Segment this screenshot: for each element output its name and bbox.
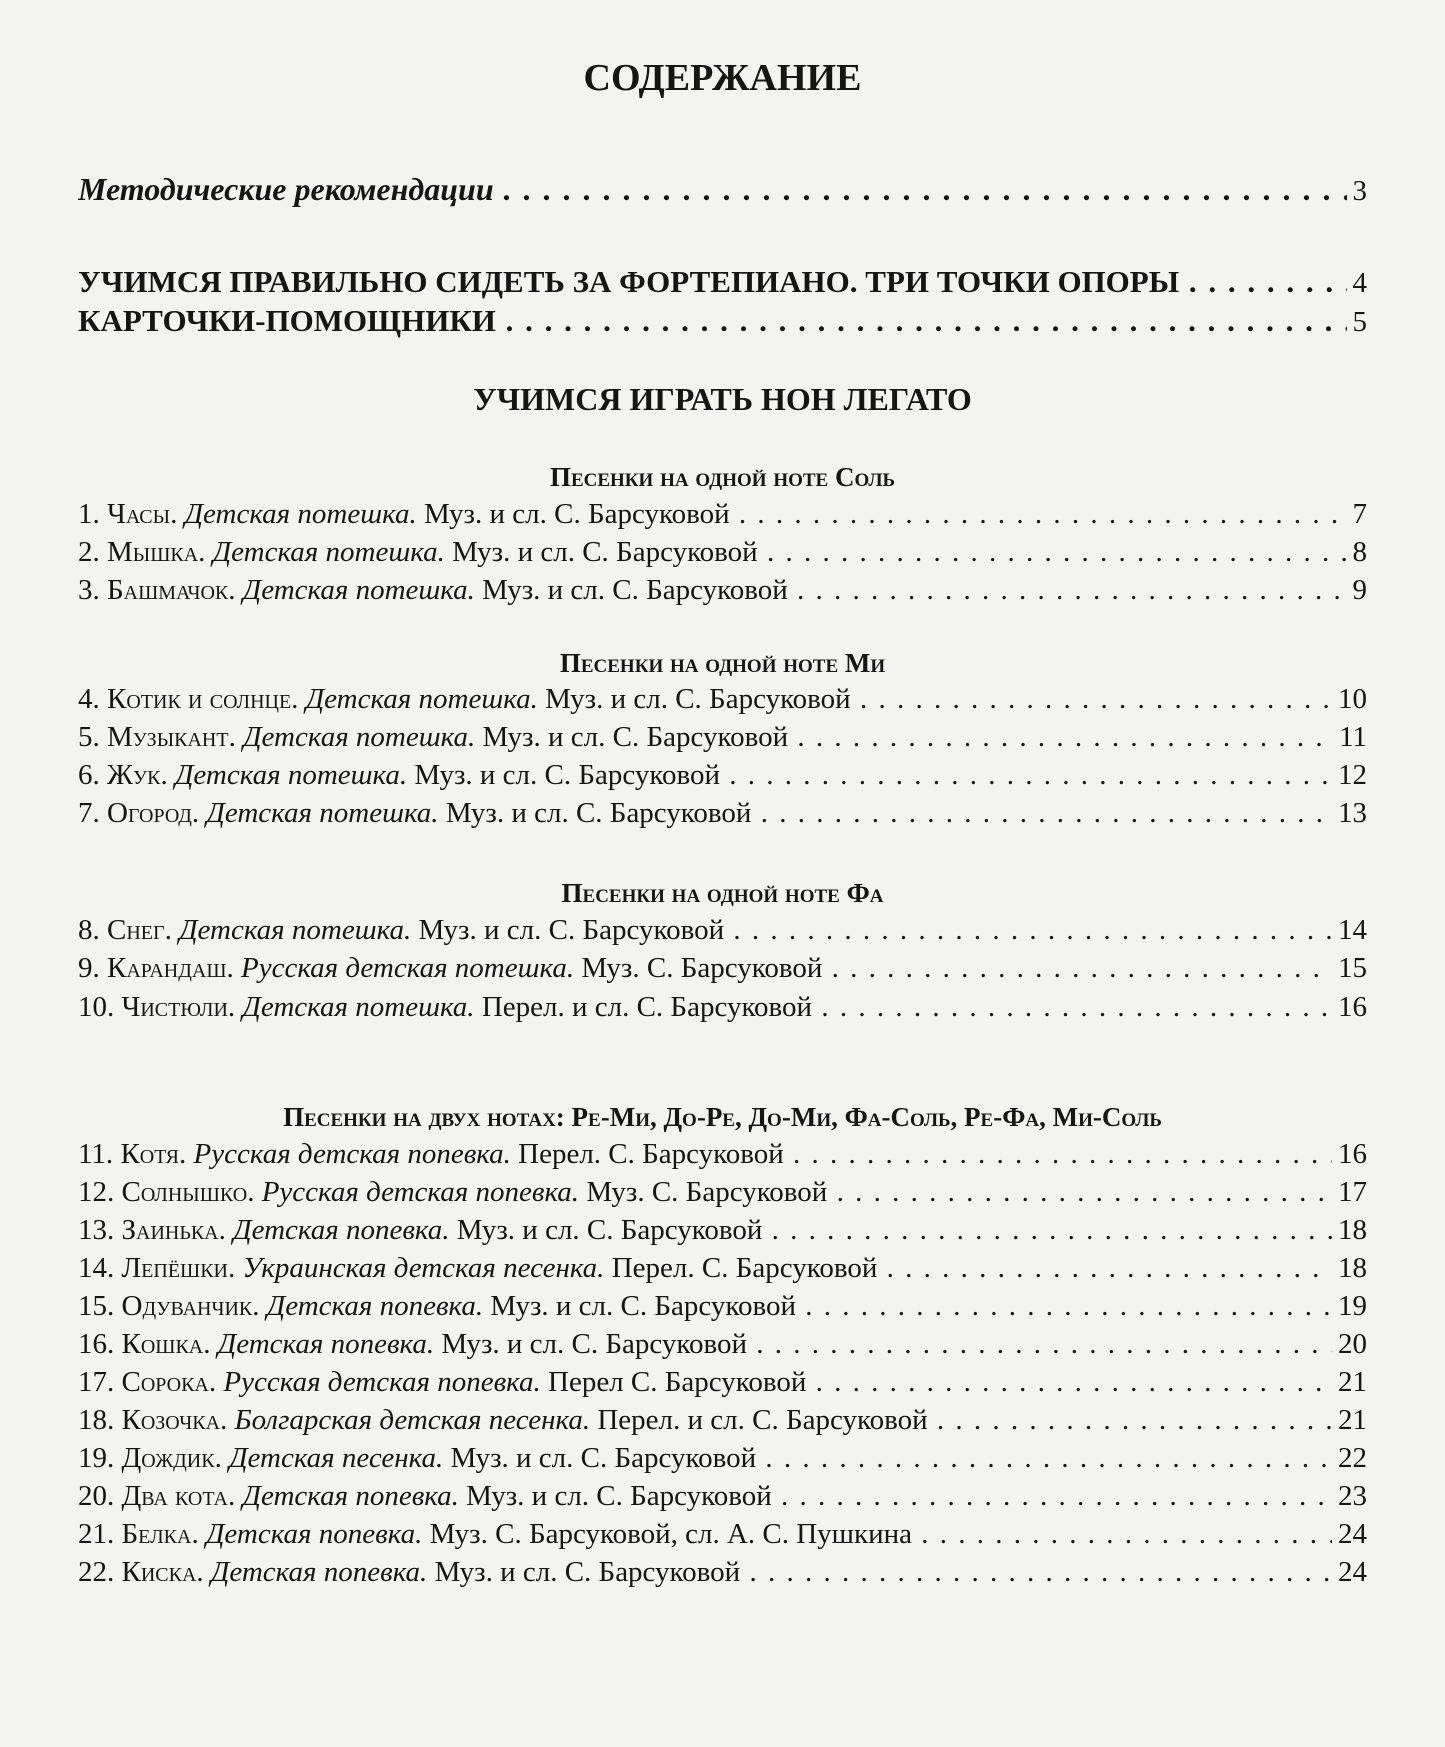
entry-number: 8. — [78, 914, 100, 946]
subsection-title-2: Песенки на одной ноте Ми — [559, 648, 886, 678]
entry-number: 9. — [78, 952, 100, 984]
toc-entry — [78, 681, 1367, 717]
toc-entry-methodical — [78, 171, 1367, 209]
entry-number: 12. — [78, 1176, 115, 1208]
toc-entry — [78, 534, 1367, 570]
toc-entry-text — [78, 950, 1332, 986]
toc-entry-label: УЧИМСЯ ПРАВИЛЬНО СИДЕТЬ ЗА ФОРТЕПИАНО. ТРИ ТОЧКИ ОПОРЫ . . . — [78, 264, 1347, 300]
toc-entry-page: 5 — [1352, 306, 1367, 338]
toc-entry-page: 22 — [1338, 1442, 1367, 1474]
entry-title: Белка. — [121, 1518, 199, 1550]
entry-number: 17. — [78, 1366, 115, 1398]
toc-entry — [78, 950, 1367, 986]
toc-entry-text — [78, 1212, 1332, 1248]
toc-entry-page: 9 — [1352, 574, 1367, 606]
toc-entry-page: 16 — [1338, 1138, 1367, 1170]
entry-genre: Детская потешка. — [305, 683, 538, 715]
entry-credit: Муз. и сл. С. Барсуковой — [445, 797, 752, 829]
entry-credit: Перел. и сл. С. Барсуковой — [481, 991, 813, 1023]
toc-entry-text — [78, 534, 1347, 570]
entry-genre: Детская потешка. — [179, 914, 412, 946]
entry-credit: Перел. и сл. С. Барсуковой — [597, 1404, 928, 1436]
entry-credit: Муз. С. Барсуковой, сл. А. С. Пушкина — [429, 1518, 913, 1550]
toc-entry-text — [78, 572, 1347, 608]
toc-entry — [78, 1288, 1367, 1324]
toc-entry — [78, 1174, 1367, 1210]
toc-entry-text — [78, 496, 1347, 532]
entry-credit: Муз. и сл. С. Барсуковой — [434, 1556, 741, 1588]
toc-entry-text — [78, 1440, 1332, 1476]
toc-entry-page: 11 — [1339, 721, 1367, 753]
toc-entry-text — [78, 1288, 1332, 1324]
toc-entry-page: 21 — [1338, 1366, 1367, 1398]
subsection-title-3: Песенки на одной ноте Фа — [561, 878, 884, 908]
entry-title: Снег. — [107, 914, 172, 946]
entry-title: Жук. — [107, 759, 168, 791]
entry-number: 5. — [78, 721, 100, 753]
entry-number: 16. — [78, 1328, 115, 1360]
toc-entry-label: Методические рекомендации . . . — [78, 171, 1347, 207]
entry-number: 6. — [78, 759, 100, 791]
entry-title: Лепёшки. — [121, 1252, 236, 1284]
entry-title: Заинька. — [121, 1214, 226, 1246]
entry-number: 3. — [78, 574, 100, 606]
toc-entry — [78, 1136, 1367, 1172]
toc-entry-page: 12 — [1338, 759, 1367, 791]
section-title: УЧИМСЯ ИГРАТЬ НОН ЛЕГАТО — [473, 381, 972, 417]
toc-entry-page: 14 — [1338, 914, 1367, 946]
toc-entry — [78, 795, 1367, 831]
entry-title: Кошка. — [121, 1328, 211, 1360]
entry-title: Часы. — [107, 498, 178, 530]
entry-credit: Перел. С. Барсуковой — [518, 1138, 784, 1170]
entry-genre: Украинская детская песенка. — [242, 1252, 605, 1284]
toc-entry-text — [78, 1136, 1332, 1172]
toc-entry — [78, 1478, 1367, 1514]
toc-entry — [78, 1250, 1367, 1286]
entry-genre: Детская потешка. — [242, 991, 475, 1023]
entry-number: 19. — [78, 1442, 115, 1474]
entry-credit: Муз. и сл. С. Барсуковой — [450, 1442, 757, 1474]
toc-entry — [78, 572, 1367, 608]
entry-genre: Русская детская потешка. — [241, 952, 575, 984]
entry-title: Два кота. — [121, 1480, 236, 1512]
entry-genre: Детская потешка. — [243, 721, 476, 753]
toc-entry-text — [78, 1516, 1332, 1552]
entry-number: 21. — [78, 1518, 115, 1550]
entry-genre: Детская попевка. — [205, 1518, 423, 1550]
entry-genre: Русская детская попевка. — [261, 1176, 580, 1208]
toc-entry-text — [78, 719, 1333, 755]
toc-entry-label: КАРТОЧКИ-ПОМОЩНИКИ . . . — [78, 303, 1347, 339]
page-title: СОДЕРЖАНИЕ — [583, 57, 862, 99]
entry-credit: Перел С. Барсуковой — [548, 1366, 807, 1398]
toc-entry — [78, 496, 1367, 532]
entry-title: Музыкант. — [107, 721, 236, 753]
entry-credit: Муз. и сл. С. Барсуковой — [452, 536, 758, 568]
entry-number: 13. — [78, 1214, 115, 1246]
toc-entry — [78, 757, 1367, 793]
toc-entry-page: 24 — [1338, 1518, 1367, 1550]
toc-entry-top-2 — [78, 303, 1367, 340]
entry-genre: Детская потешка. — [242, 574, 475, 606]
entry-credit: Муз. С. Барсуковой — [586, 1176, 828, 1208]
toc-entry-text — [78, 912, 1332, 948]
entry-title: Сорока. — [121, 1366, 217, 1398]
entry-credit: Муз. С. Барсуковой — [581, 952, 823, 984]
toc-entry-page: 19 — [1338, 1290, 1367, 1322]
toc-entry-page: 16 — [1338, 991, 1367, 1023]
entry-credit: Муз. и сл. С. Барсуковой — [441, 1328, 748, 1360]
entry-credit: Муз. и сл. С. Барсуковой — [490, 1290, 797, 1322]
toc-entry-page: 23 — [1338, 1480, 1367, 1512]
toc-entry-page: 15 — [1338, 952, 1367, 984]
entry-genre: Болгарская детская песенка. — [234, 1404, 591, 1436]
toc-entry-page: 13 — [1338, 797, 1367, 829]
entry-credit: Муз. и сл. С. Барсуковой — [482, 721, 789, 753]
entry-title: Чистюли. — [121, 991, 236, 1023]
subsection-title-4: Песенки на двух нотах: Ре-Ми, До-Ре, До-Ми, Фа-Соль, Ре-Фа, Ми-Соль — [283, 1102, 1162, 1132]
toc-entry — [78, 1554, 1367, 1590]
toc-entry — [78, 1364, 1367, 1400]
entry-credit: Муз. и сл. С. Барсуковой — [456, 1214, 763, 1246]
entry-genre: Детская попевка. — [242, 1480, 459, 1512]
toc-entry-page: 17 — [1338, 1176, 1367, 1208]
toc-entry-text — [78, 681, 1332, 717]
toc-entry-page: 18 — [1338, 1252, 1367, 1284]
entry-credit: Муз. и сл. С. Барсуковой — [545, 683, 851, 715]
toc-entry-page: 24 — [1338, 1556, 1367, 1588]
toc-entry-text — [78, 795, 1332, 831]
entry-title: Башмачок. — [107, 574, 236, 606]
entry-credit: Перел. С. Барсуковой — [611, 1252, 878, 1284]
entry-number: 15. — [78, 1290, 115, 1322]
toc-entry-text — [78, 1402, 1332, 1438]
entry-genre: Детская попевка. — [266, 1290, 484, 1322]
entry-genre: Детская песенка. — [229, 1442, 444, 1474]
toc-entry — [78, 1402, 1367, 1438]
entry-number: 14. — [78, 1252, 115, 1284]
entry-number: 20. — [78, 1480, 115, 1512]
toc-entry-page: 10 — [1338, 683, 1367, 715]
entry-genre: Русская детская попевка. — [223, 1366, 541, 1398]
entry-title: Карандаш. — [107, 952, 234, 984]
entry-number: 2. — [78, 536, 100, 568]
toc-entry-top-1 — [78, 264, 1367, 301]
entry-genre: Детская потешка. — [184, 498, 417, 530]
entry-genre: Детская потешка. — [212, 536, 445, 568]
entry-credit: Муз. и сл. С. Барсуковой — [466, 1480, 772, 1512]
toc-entry-text — [78, 1174, 1332, 1210]
entry-title: Киска. — [121, 1556, 204, 1588]
entry-title: Огород. — [107, 797, 200, 829]
entry-title: Козочка. — [121, 1404, 228, 1436]
entry-credit: Муз. и сл. С. Барсуковой — [482, 574, 788, 606]
toc-entry — [78, 1440, 1367, 1476]
toc-entry-text — [78, 1250, 1332, 1286]
toc-entry-page: 20 — [1338, 1328, 1367, 1360]
subsection-title-1: Песенки на одной ноте Соль — [549, 462, 896, 492]
entry-genre: Детская потешка. — [174, 759, 408, 791]
toc-entry — [78, 1326, 1367, 1362]
toc-entry-page: 4 — [1352, 267, 1367, 299]
entry-genre: Детская попевка. — [217, 1328, 435, 1360]
toc-entry — [78, 719, 1367, 755]
toc-entry-text — [78, 1554, 1332, 1590]
toc-entry-page: 3 — [1352, 175, 1367, 207]
entry-genre: Русская детская попевка. — [193, 1138, 511, 1170]
toc-entry — [78, 989, 1367, 1025]
toc-entry — [78, 912, 1367, 948]
entry-title: Мышка. — [107, 536, 206, 568]
toc-entry-page: 21 — [1338, 1404, 1367, 1436]
entry-number: 1. — [78, 498, 100, 530]
entry-number: 22. — [78, 1556, 115, 1588]
toc-entry-text — [78, 1326, 1332, 1362]
toc-entry-text — [78, 757, 1332, 793]
entry-number: 10. — [78, 991, 115, 1023]
entry-number: 7. — [78, 797, 100, 829]
entry-credit: Муз. и сл. С. Барсуковой — [418, 914, 725, 946]
toc-entry — [78, 1516, 1367, 1552]
toc-entry-text — [78, 989, 1332, 1025]
entry-credit: Муз. и сл. С. Барсуковой — [423, 498, 730, 530]
entry-genre: Детская потешка. — [206, 797, 439, 829]
toc-entry-page: 18 — [1338, 1214, 1367, 1246]
entry-title: Дождик. — [121, 1442, 222, 1474]
toc-entry-text — [78, 1364, 1332, 1400]
entry-title: Котя. — [120, 1138, 187, 1170]
entry-number: 18. — [78, 1404, 115, 1436]
entry-number: 11. — [78, 1138, 114, 1170]
toc-entry-page: 8 — [1352, 536, 1367, 568]
entry-number: 4. — [78, 683, 100, 715]
toc-entry-text — [78, 1478, 1332, 1514]
entry-genre: Детская попевка. — [210, 1556, 428, 1588]
entry-title: Одуванчик. — [121, 1290, 260, 1322]
entry-genre: Детская попевка. — [233, 1214, 450, 1246]
entry-credit: Муз. и сл. С. Барсуковой — [414, 759, 720, 791]
toc-entry — [78, 1212, 1367, 1248]
entry-title: Солнышко. — [121, 1176, 255, 1208]
entry-title: Котик и солнце. — [107, 683, 299, 715]
toc-entry-page: 7 — [1352, 498, 1367, 530]
